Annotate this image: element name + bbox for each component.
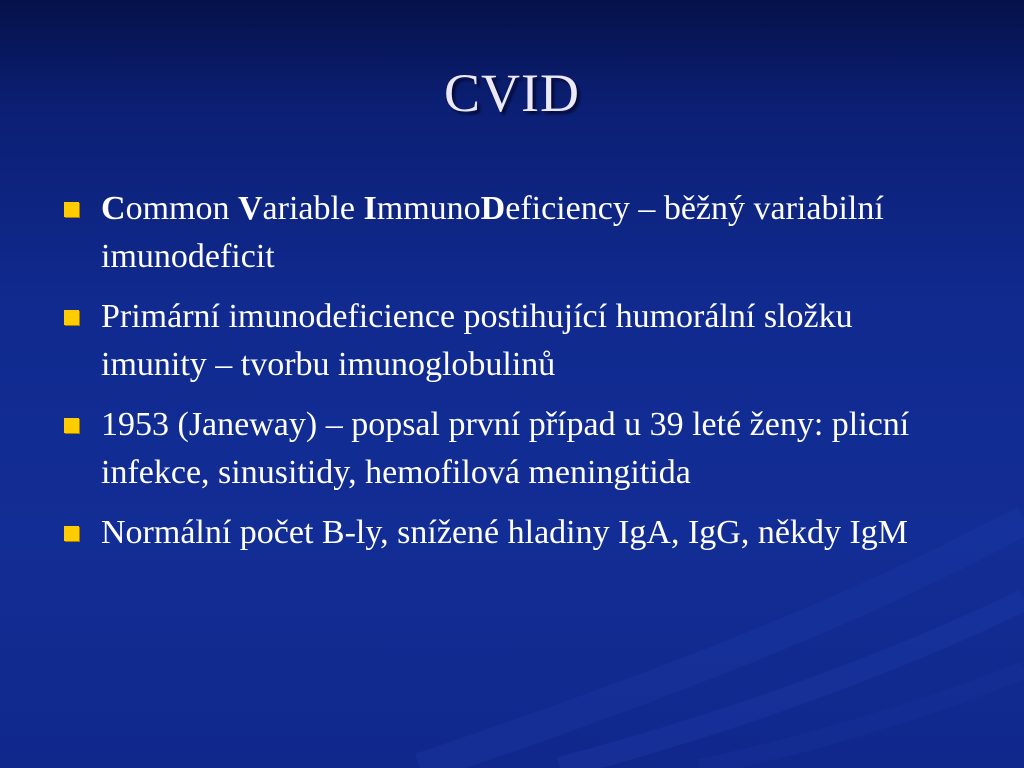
bullet-text-segment: eficiency – běžný variabilní imunodeficit <box>101 190 884 275</box>
bullet-item <box>62 509 962 557</box>
acronym-letter: D <box>480 190 506 227</box>
bullet-text-segment: ommon <box>125 190 238 227</box>
bullet-text-segment: ariable <box>262 190 364 227</box>
slide-title: CVID <box>444 63 580 123</box>
bullet-text: Normální počet B-ly, snížené hladiny IgA, IgG, někdy IgM <box>101 514 909 551</box>
bullet-text: Primární imunodeficience postihující humorální složku imunity – tvorbu imunoglobulinů <box>101 298 853 383</box>
yellow-square-bullet-icon <box>64 418 79 433</box>
bullet-list <box>62 185 962 569</box>
bullet-item <box>62 185 962 281</box>
acronym-letter: C <box>101 190 126 227</box>
bullet-item <box>62 401 962 497</box>
bullet-text <box>101 190 884 275</box>
bullet-item <box>62 293 962 389</box>
yellow-square-bullet-icon <box>64 310 79 325</box>
yellow-square-bullet-icon <box>64 202 79 217</box>
yellow-square-bullet-icon <box>64 526 79 541</box>
bullet-text: 1953 (Janeway) – popsal první případ u 39 leté ženy: plicní infekce, sinusitidy, hemofilová meningitida <box>101 406 910 491</box>
bullet-text-segment: mmuno <box>376 190 481 227</box>
acronym-letter: I <box>363 190 377 227</box>
acronym-letter: V <box>237 190 263 227</box>
